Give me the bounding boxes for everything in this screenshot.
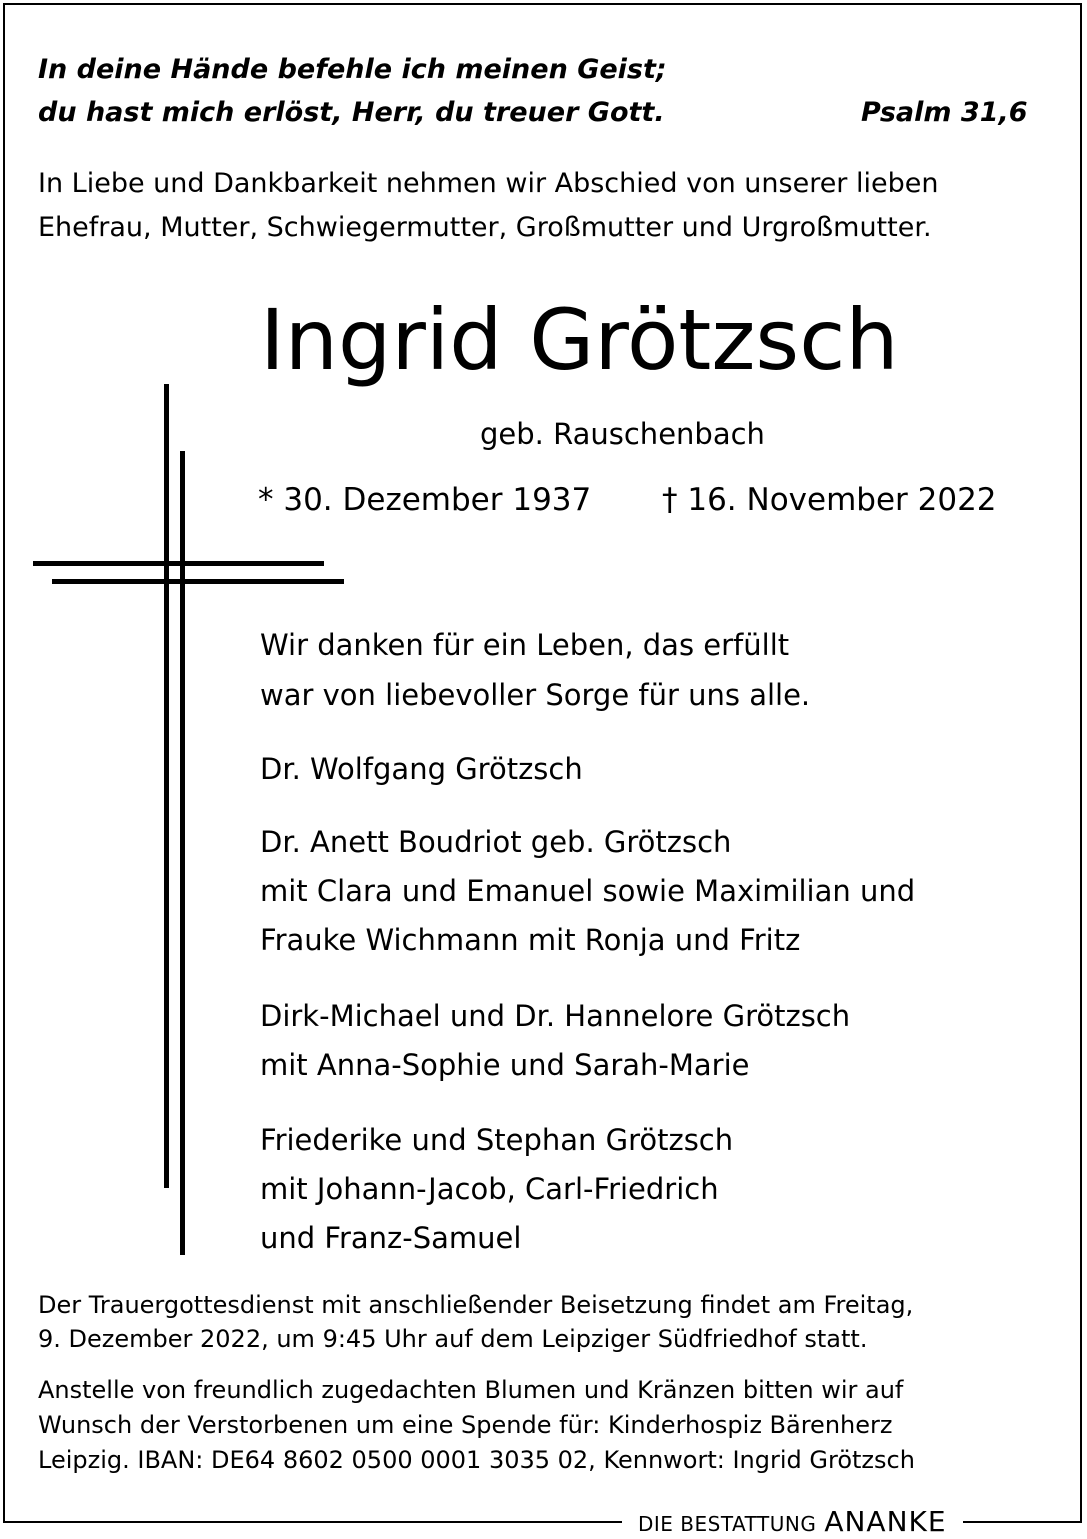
donation-line-1: Anstelle von freundlich zugedachten Blumen und Kränzen bitten wir auf xyxy=(38,1376,904,1404)
birth-date xyxy=(258,481,591,519)
cross-vertical-bar-1 xyxy=(164,384,169,1188)
service-line-1: Der Trauergottesdienst mit anschließender Beisetzung findet am Freitag, xyxy=(38,1291,914,1319)
donation-line-2: Wunsch der Verstorbenen um eine Spende für: Kinderhospiz Bärenherz xyxy=(38,1411,893,1439)
mourner-line: und Franz-Samuel xyxy=(260,1221,522,1255)
mourner-line: Dirk-Michael und Dr. Hannelore Grötzsch xyxy=(260,999,851,1033)
birth-star-icon: * xyxy=(258,482,274,518)
mourner-line: Dr. Anett Boudriot geb. Grötzsch xyxy=(260,825,732,859)
mourner-line: Frauke Wichmann mit Ronja und Fritz xyxy=(260,923,801,957)
intro-line-2: Ehefrau, Mutter, Schwiegermutter, Großmutter und Urgroßmutter. xyxy=(38,212,932,243)
tribute-line-1: Wir danken für ein Leben, das erfüllt xyxy=(260,628,790,662)
death-date xyxy=(662,481,997,519)
cross-horizontal-bar-1 xyxy=(33,561,324,566)
death-date-text: 16. November 2022 xyxy=(687,482,997,518)
mourner-line: Dr. Wolfgang Grötzsch xyxy=(260,752,583,786)
psalm-reference: Psalm 31,6 xyxy=(861,97,1028,128)
birth-date-text: 30. Dezember 1937 xyxy=(283,482,592,518)
donation-line-3: Leipzig. IBAN: DE64 8602 0500 0001 3035 02, Kennwort: Ingrid Grötzsch xyxy=(38,1446,915,1474)
mourner-line: mit Clara und Emanuel sowie Maximilian und xyxy=(260,874,916,908)
mourner-line: Friederike und Stephan Grötzsch xyxy=(260,1123,734,1157)
intro-line-1: In Liebe und Dankbarkeit nehmen wir Abschied von unserer lieben xyxy=(38,168,939,199)
death-cross-icon: † xyxy=(662,482,678,518)
maiden-name: geb. Rauschenbach xyxy=(480,417,765,451)
brand-prefix: DIE BESTATTUNG xyxy=(638,1512,817,1536)
cross-horizontal-bar-2 xyxy=(52,579,344,584)
brand-name: ANANKE xyxy=(824,1505,947,1538)
tribute-line-2: war von liebevoller Sorge für uns alle. xyxy=(260,678,811,712)
deceased-name: Ingrid Grötzsch xyxy=(260,291,899,389)
mourner-line: mit Johann-Jacob, Carl-Friedrich xyxy=(260,1172,719,1206)
mourner-line: mit Anna-Sophie und Sarah-Marie xyxy=(260,1048,750,1082)
psalm-line-1: In deine Hände befehle ich meinen Geist; xyxy=(38,54,667,85)
service-line-2: 9. Dezember 2022, um 9:45 Uhr auf dem Leipziger Südfriedhof statt. xyxy=(38,1325,868,1353)
psalm-line-2: du hast mich erlöst, Herr, du treuer Gott. xyxy=(38,97,665,128)
cross-vertical-bar-2 xyxy=(180,451,185,1255)
funeral-home-logo xyxy=(622,1505,963,1539)
